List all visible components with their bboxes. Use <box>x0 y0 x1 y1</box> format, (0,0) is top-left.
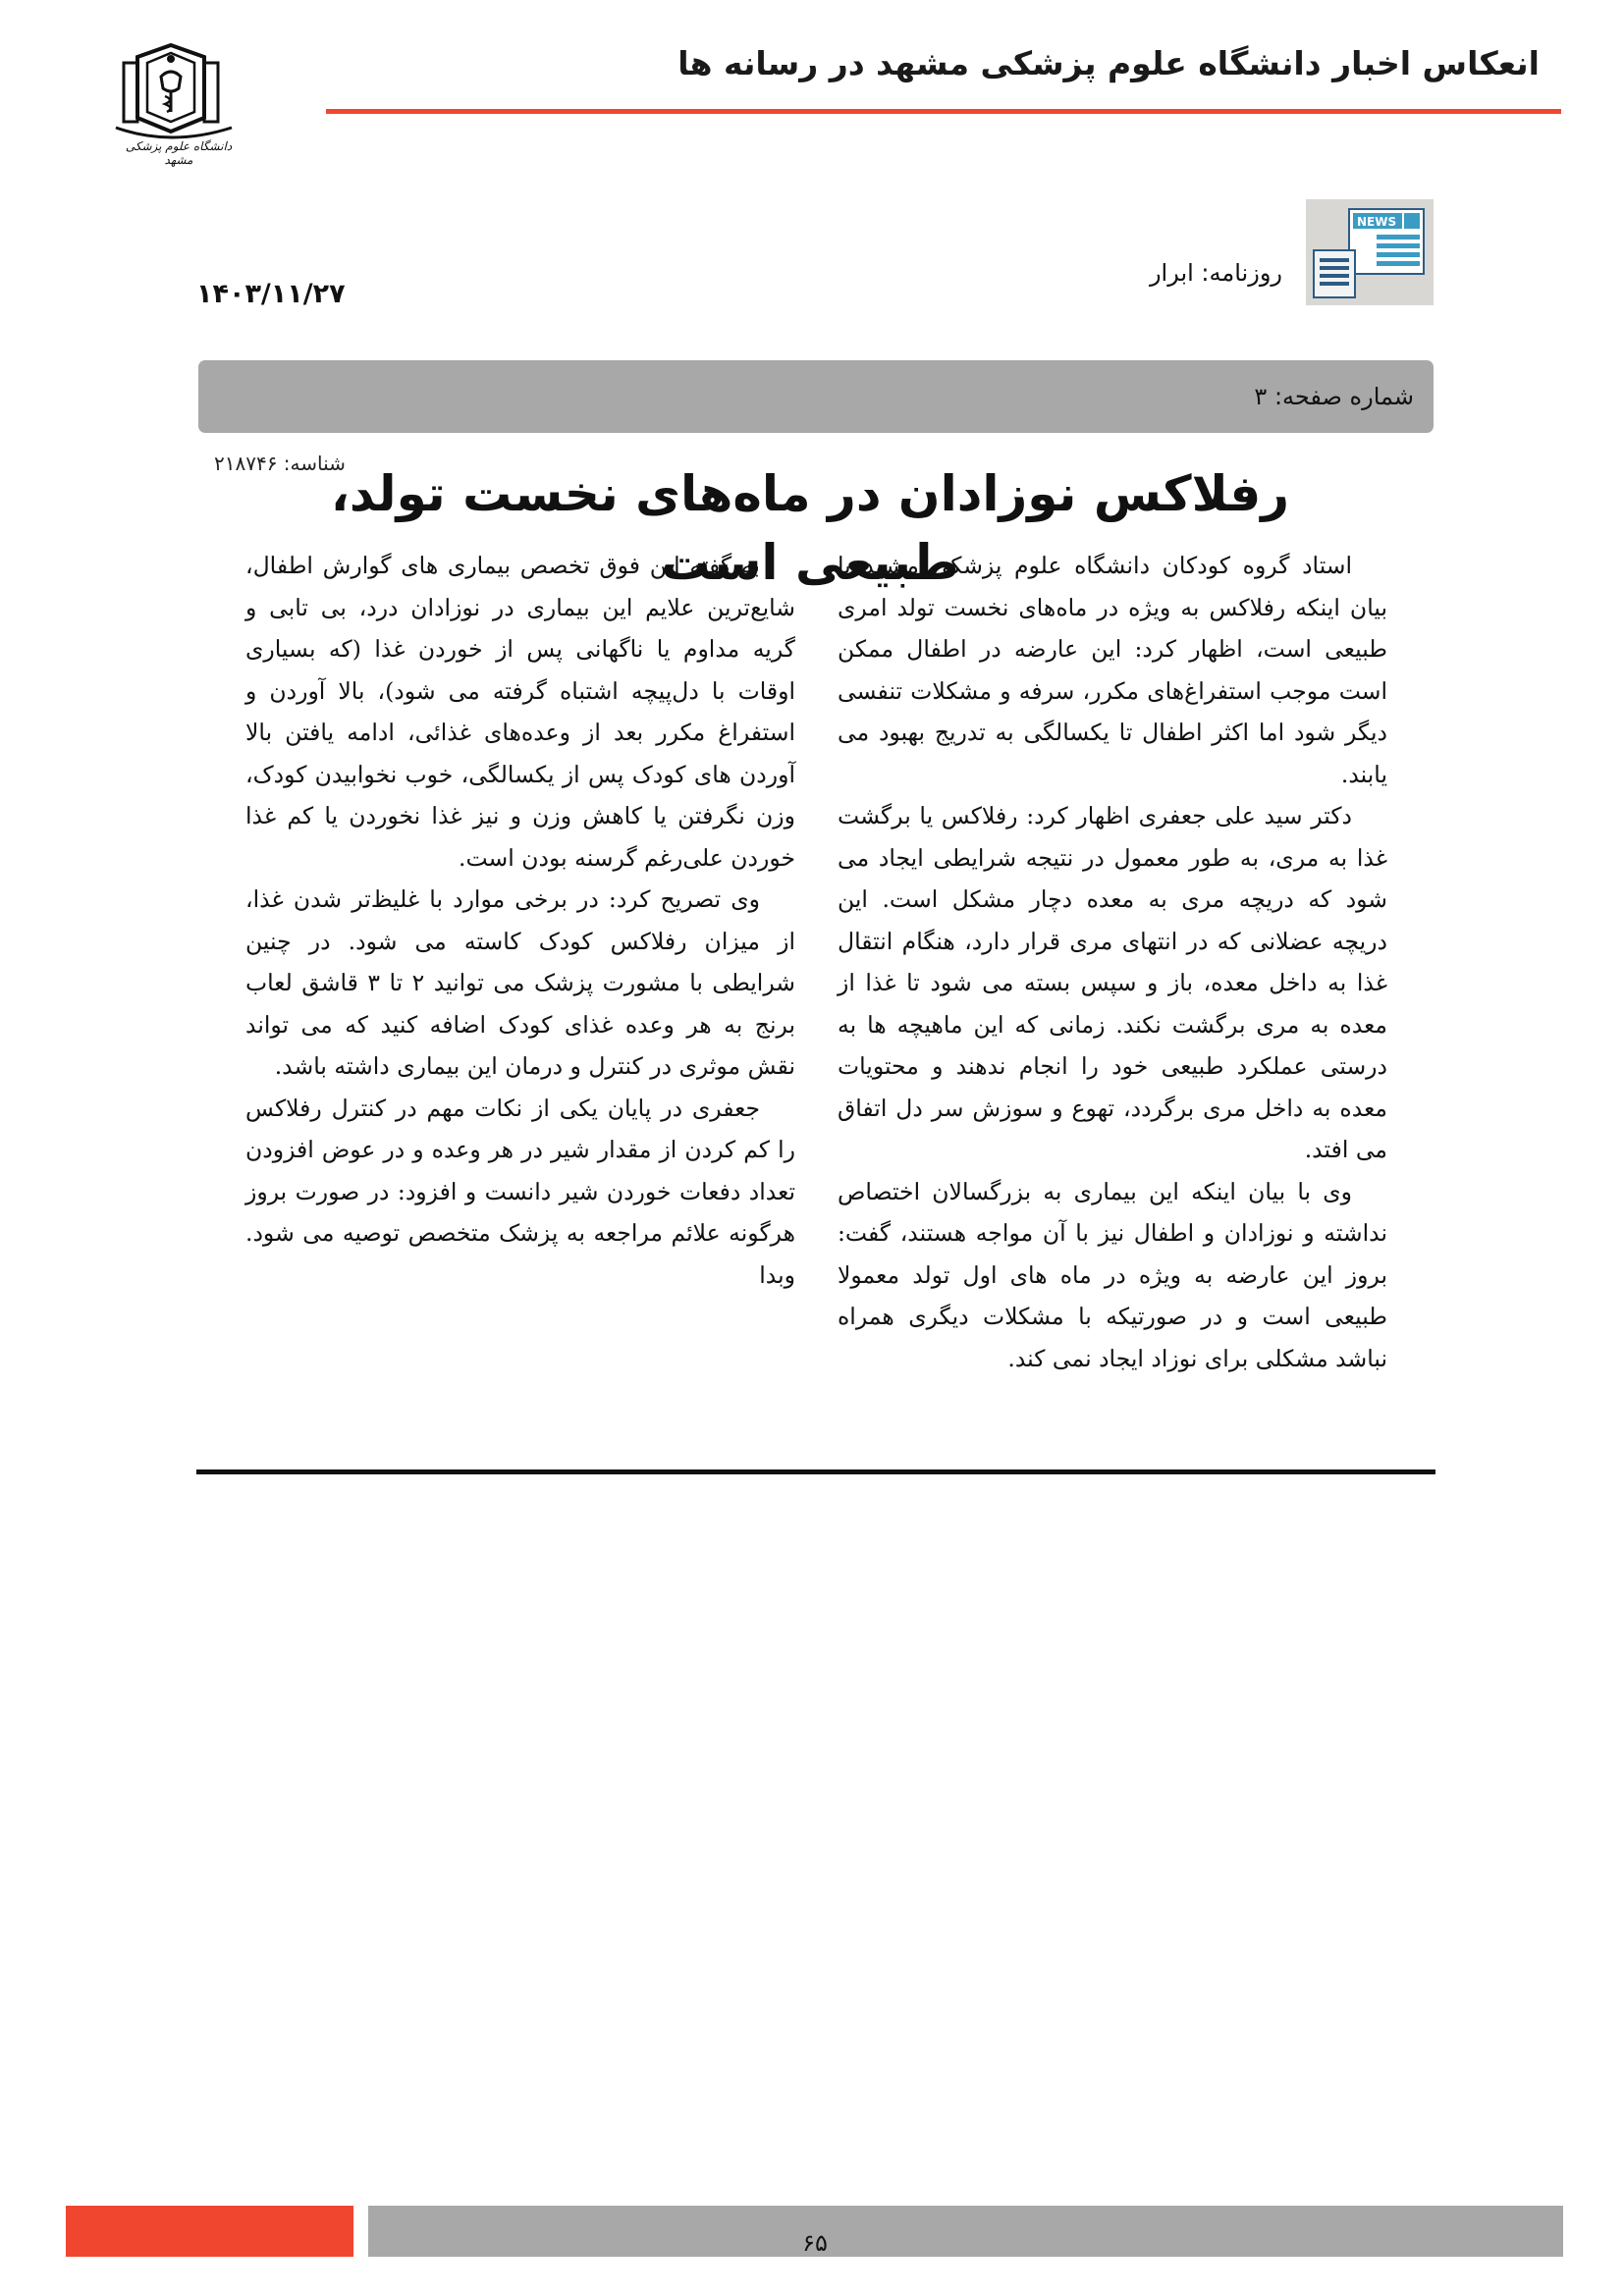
footer-accent-bar <box>66 2206 353 2257</box>
paragraph: وی تصریح کرد: در برخی موارد با غلیظ‌تر شدن غذا، از میزان رفلاکس کودک کاسته می شود. در چنین شرایطی با مشورت پزشک می توانید ۲ تا ۳ قاشق لعاب برنج به هر وعده غذای کودک اضافه کنید که می تواند نقش موثری در کنترل و درمان این بیماری داشته باشد. <box>245 885 795 1080</box>
article-column-right <box>838 545 1387 1379</box>
footer-page-number: ۶۵ <box>802 2229 828 2257</box>
svg-text:NEWS: NEWS <box>1357 215 1397 229</box>
article-title: رفلاکس نوزادان در ماه‌های نخست تولد، طبیعی است <box>330 465 1290 591</box>
article-column-left <box>245 545 795 1296</box>
page-number-bar <box>198 360 1434 433</box>
newspaper-icon <box>1306 199 1434 305</box>
header-title: انعکاس اخبار دانشگاه علوم پزشکی مشهد در رسانه ها <box>677 44 1540 82</box>
header-rule <box>326 109 1561 114</box>
paragraph: به گفته این فوق تخصص بیماری های گوارش اطفال، شایع‌ترین علایم این بیماری در نوزادان درد، بی تابی و گریه مداوم یا ناگهانی پس از خوردن غذا (که بسیاری اوقات با دل‌پیچه اشتباه گرفته می شود)، بالا آوردن و استفراغ مکرر بعد از وعده‌های غذائی، ادامه یافتن بالا آوردن های کودک پس از یکسالگی، خوب نخوابیدن کودک، وزن نگرفتن یا کاهش وزن و نیز غذا نخوردن یا کم غذا خوردن علی‌رغم گرسنه بودن است. <box>245 552 795 872</box>
page-number-label: شماره صفحه: ۳ <box>1254 383 1414 410</box>
footer-bar <box>368 2206 1563 2257</box>
logo-caption: دانشگاه علوم پزشکی مشهد <box>125 139 233 167</box>
newspaper-name: روزنامه: ابرار <box>1149 259 1282 287</box>
paragraph: وی با بیان اینکه این بیماری به بزرگسالان اختصاص نداشته و نوزادان و اطفال نیز با آن مواجه هستند، گفت: بروز این عارضه به ویژه در ماه های اول تولد معمولا طبیعی است و در صورتیکه با مشکلات دیگری همراه نباشد مشکلی برای نوزاد ایجاد نمی کند. <box>838 1177 1387 1372</box>
paragraph: جعفری در پایان یکی از نکات مهم در کنترل رفلاکس را کم کردن از مقدار شیر در هر وعده و در عوض افزودن تعداد دفعات خوردن شیر دانست و افزود: در صورت بروز هرگونه علائم مراجعه به پزشک متخصص توصیه می شود. وبدا <box>245 1094 795 1289</box>
article-end-rule <box>196 1469 1435 1474</box>
paragraph: دکتر سید علی جعفری اظهار کرد: رفلاکس یا برگشت غذا به مری، به طور معمول در نتیجه شرایطی ایجاد می شود که دریچه مری به معده دچار مشکل است. این دریچه عضلانی که در انتهای مری قرار دارد، هنگام انتقال غذا به داخل معده، باز و سپس بسته می شود تا غذا از معده به مری برگشت نکند. زمانی که این ماهیچه ها به درستی عملکرد طبیعی خود را انجام ندهند و محتویات معده به داخل مری برگردد، تهوع و سوزش سر دل اتفاق می افتد. <box>838 802 1387 1163</box>
publish-date: ۱۴۰۳/۱۱/۲۷ <box>196 279 346 309</box>
paragraph: استاد گروه کودکان دانشگاه علوم پزشکی مشهد با بیان اینکه رفلاکس به ویژه در ماه‌های نخست تولد امری طبیعی است، اظهار کرد: این عارضه در اطفال ممکن است موجب استفراغ‌های مکرر، سرفه و مشکلات تنفسی دیگر شود اما اکثر اطفال تا یکسالگی به تدریج بهبود می یابند. <box>838 552 1387 788</box>
article-id: شناسه: ۲۱۸۷۴۶ <box>214 452 346 475</box>
university-emblem-icon <box>110 37 247 165</box>
